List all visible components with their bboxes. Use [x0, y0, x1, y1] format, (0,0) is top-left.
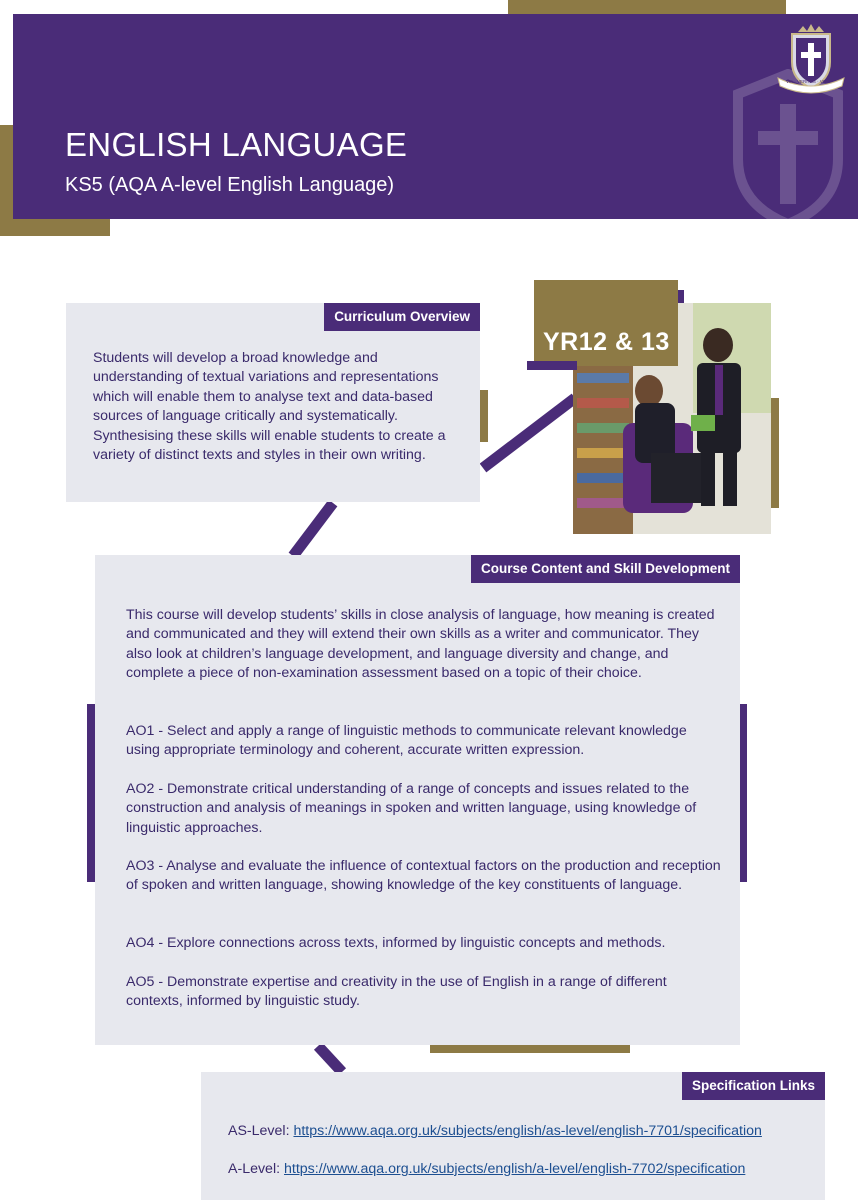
course-content-panel: [95, 555, 740, 1045]
crest-motto: VIA · VERITAS · VITA: [786, 79, 830, 84]
as-level-spec-link[interactable]: https://www.aqa.org.uk/subjects/english/as-level/english-7701/specification: [293, 1123, 762, 1139]
ao2-text: AO2 - Demonstrate critical understanding of a range of concepts and issues related to the construction and analysis of meanings in spoken and written language, using knowledge of linguistic approaches.: [126, 781, 697, 836]
ao4-text: AO4 - Explore connections across texts, informed by linguistic concepts and methods.: [126, 935, 666, 951]
a-level-prefix: A-Level:: [228, 1161, 284, 1177]
ao5-text: AO5 - Demonstrate expertise and creativity in the use of English in a range of different contexts, informed by linguistic study.: [126, 974, 667, 1010]
ao3-text: AO3 - Analyse and evaluate the influence of contextual factors on the production and reception of spoken and written language, showing knowledge of the key constituents of language.: [126, 858, 721, 894]
page-title: ENGLISH LANGUAGE: [65, 126, 408, 163]
curriculum-overview-text: Students will develop a broad knowledge and understanding of textual variations and representations which will enable them to analyse text and data-based sources of language critically and systematically. Synthesising these skills will enable students to create a variety of distinct texts and styles in their own writing.: [93, 350, 446, 464]
course-content-label: Course Content and Skill Development: [471, 555, 740, 583]
specification-links-label: Specification Links: [682, 1072, 825, 1100]
page-subtitle: KS5 (AQA A-level English Language): [65, 174, 395, 196]
year-badge-underline: [527, 361, 577, 370]
curriculum-overview-label: Curriculum Overview: [324, 303, 480, 331]
curriculum-overview-panel: [66, 303, 480, 502]
ao1-text: AO1 - Select and apply a range of linguistic methods to communicate relevant knowledge using appropriate terminology and coherent, accurate written expression.: [126, 723, 687, 759]
course-intro-text: This course will develop students’ skills in close analysis of language, how meaning is created and communicated and they will extend their own skills as a writer and communicator. They also look at children’s language development, and language diversity and change, and complete a piece of non-examination assessment based on a topic of their choice.: [126, 607, 715, 682]
as-level-prefix: AS-Level:: [228, 1123, 294, 1139]
as-level-link-row: [228, 1122, 762, 1141]
a-level-spec-link[interactable]: https://www.aqa.org.uk/subjects/english/a-level/english-7702/specification: [284, 1161, 746, 1177]
year-badge: YR12 & 13: [543, 328, 670, 356]
a-level-link-row: [228, 1160, 745, 1179]
specification-links-panel: [201, 1072, 825, 1200]
